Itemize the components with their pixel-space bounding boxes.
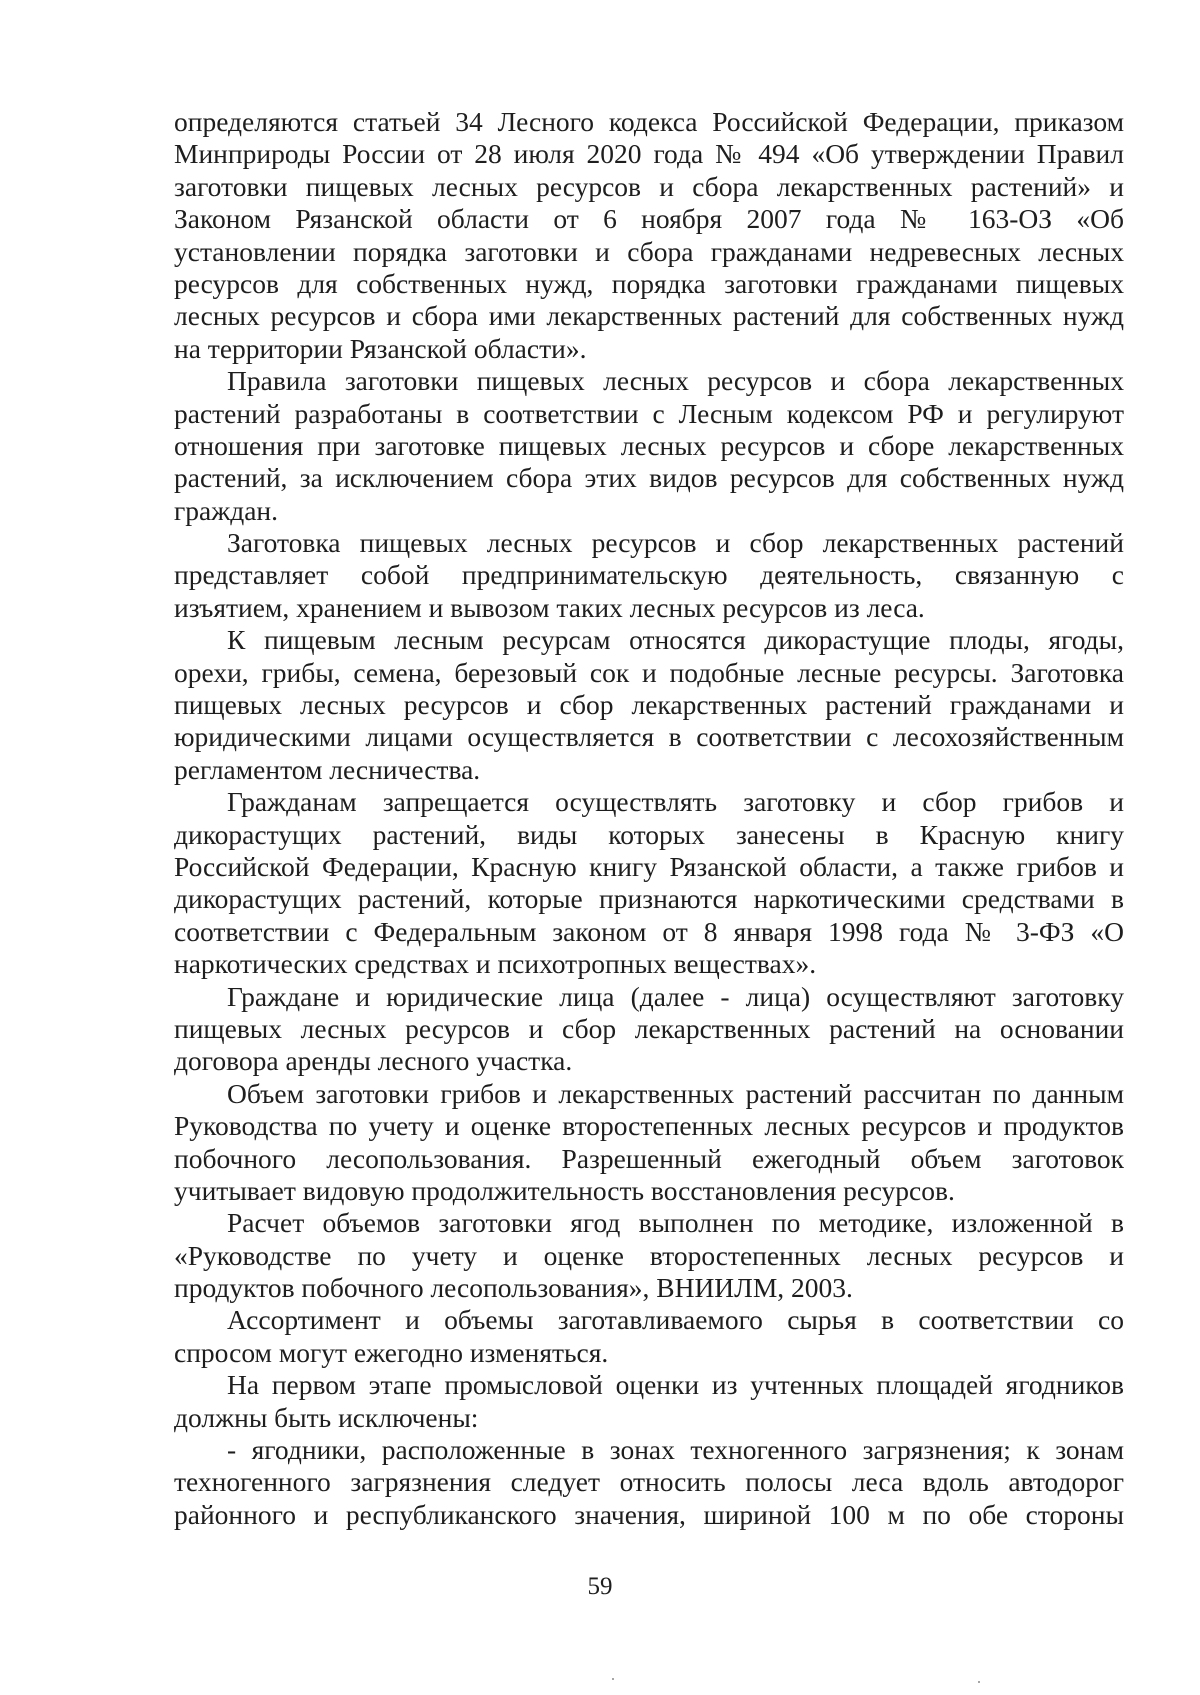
text-line: продуктов побочного лесопользования», ВНИИЛМ, 2003. [174,1272,853,1304]
text-line: установлении порядка заготовки и сбора гражданами недревесных лесных [174,235,1124,267]
text-line: Правила заготовки пищевых лесных ресурсов и сбора лекарственных [227,365,1124,397]
text-line: определяются статьей 34 Лесного кодекса Российской Федерации, приказом [174,106,1124,137]
scan-speck [978,1681,980,1683]
text-line: спросом могут ежегодно изменяться. [174,1336,609,1368]
text-line: заготовки пищевых лесных ресурсов и сбора лекарственных растений» и [174,170,1124,202]
text-line: Гражданам запрещается осуществлять заготовку и сбор грибов и [227,786,1124,818]
text-line: должны быть исключены: [174,1401,479,1433]
page-number: 59 [587,1573,613,1600]
text-line: дикорастущих растений, которые признаются наркотическими средствами в [174,883,1124,915]
text-line: регламентом лесничества. [174,753,481,785]
text-line: орехи, грибы, семена, березовый сок и подобные лесные ресурсы. Заготовка [174,656,1124,688]
text-line: отношения при заготовке пищевых лесных ресурсов и сборе лекарственных [174,429,1124,461]
text-line: Ассортимент и объемы заготавливаемого сырья в соответствии со [227,1304,1124,1336]
text-line: дикорастущих растений, виды которых занесены в Красную книгу [174,818,1124,850]
text-line: К пищевым лесным ресурсам относятся дикорастущие плоды, ягоды, [227,624,1124,656]
text-line: Граждане и юридические лица (далее - лица) осуществляют заготовку [227,980,1124,1012]
text-line: побочного лесопользования. Разрешенный ежегодный объем заготовок [174,1142,1124,1174]
text-line: пищевых лесных ресурсов и сбор лекарственных растений на основании [174,1012,1124,1044]
text-line: техногенного загрязнения следует относить полосы леса вдоль автодорог [174,1466,1124,1498]
scan-speck [612,1678,614,1680]
text-line: На первом этапе промысловой оценки из учтенных площадей ягодников [227,1369,1124,1401]
text-line: соответствии с Федеральным законом от 8 января 1998 года № 3-ФЗ «О [174,915,1124,947]
text-line: изъятием, хранением и вывозом таких лесных ресурсов из леса. [174,591,925,623]
text-line: лесных ресурсов и сбора ими лекарственных растений для собственных нужд [174,300,1124,332]
text-line: Объем заготовки грибов и лекарственных растений рассчитан по данным [227,1077,1124,1109]
text-line: - ягодники, расположенные в зонах техногенного загрязнения; к зонам [227,1434,1124,1466]
body-text [174,106,1124,1531]
text-line: Руководства по учету и оценке второстепенных лесных ресурсов и продуктов [174,1110,1124,1142]
text-line: Расчет объемов заготовки ягод выполнен по методике, изложенной в [227,1207,1124,1239]
text-line: Заготовка пищевых лесных ресурсов и сбор лекарственных растений [227,527,1124,559]
text-line: растений разработаны в соответствии с Лесным кодексом РФ и регулируют [174,397,1124,429]
text-line: граждан. [174,494,279,526]
text-line: наркотических средствах и психотропных веществах». [174,948,817,980]
text-line: ресурсов для собственных нужд, порядка заготовки гражданами пищевых [174,267,1124,299]
text-line: Минприроды России от 28 июля 2020 года № 494 «Об утверждении Правил [174,138,1124,170]
text-line: учитывает видовую продолжительность восстановления ресурсов. [174,1174,955,1206]
text-line: районного и республиканского значения, шириной 100 м по обе стороны [174,1498,1124,1530]
text-line: пищевых лесных ресурсов и сбор лекарственных растений гражданами и [174,689,1124,721]
text-line: растений, за исключением сбора этих видов ресурсов для собственных нужд [174,462,1124,494]
text-line: на территории Рязанской области». [174,332,587,364]
text-line: представляет собой предпринимательскую деятельность, связанную с [174,559,1124,591]
text-line: Российской Федерации, Красную книгу Рязанской области, а также грибов и [174,850,1124,882]
text-line: «Руководстве по учету и оценке второстепенных лесных ресурсов и [174,1239,1124,1271]
text-line: юридическими лицами осуществляется в соответствии с лесохозяйственным [174,721,1124,753]
text-line: договора аренды лесного участка. [174,1045,573,1077]
text-line: Законом Рязанской области от 6 ноября 2007 года № 163-ОЗ «Об [174,203,1124,235]
